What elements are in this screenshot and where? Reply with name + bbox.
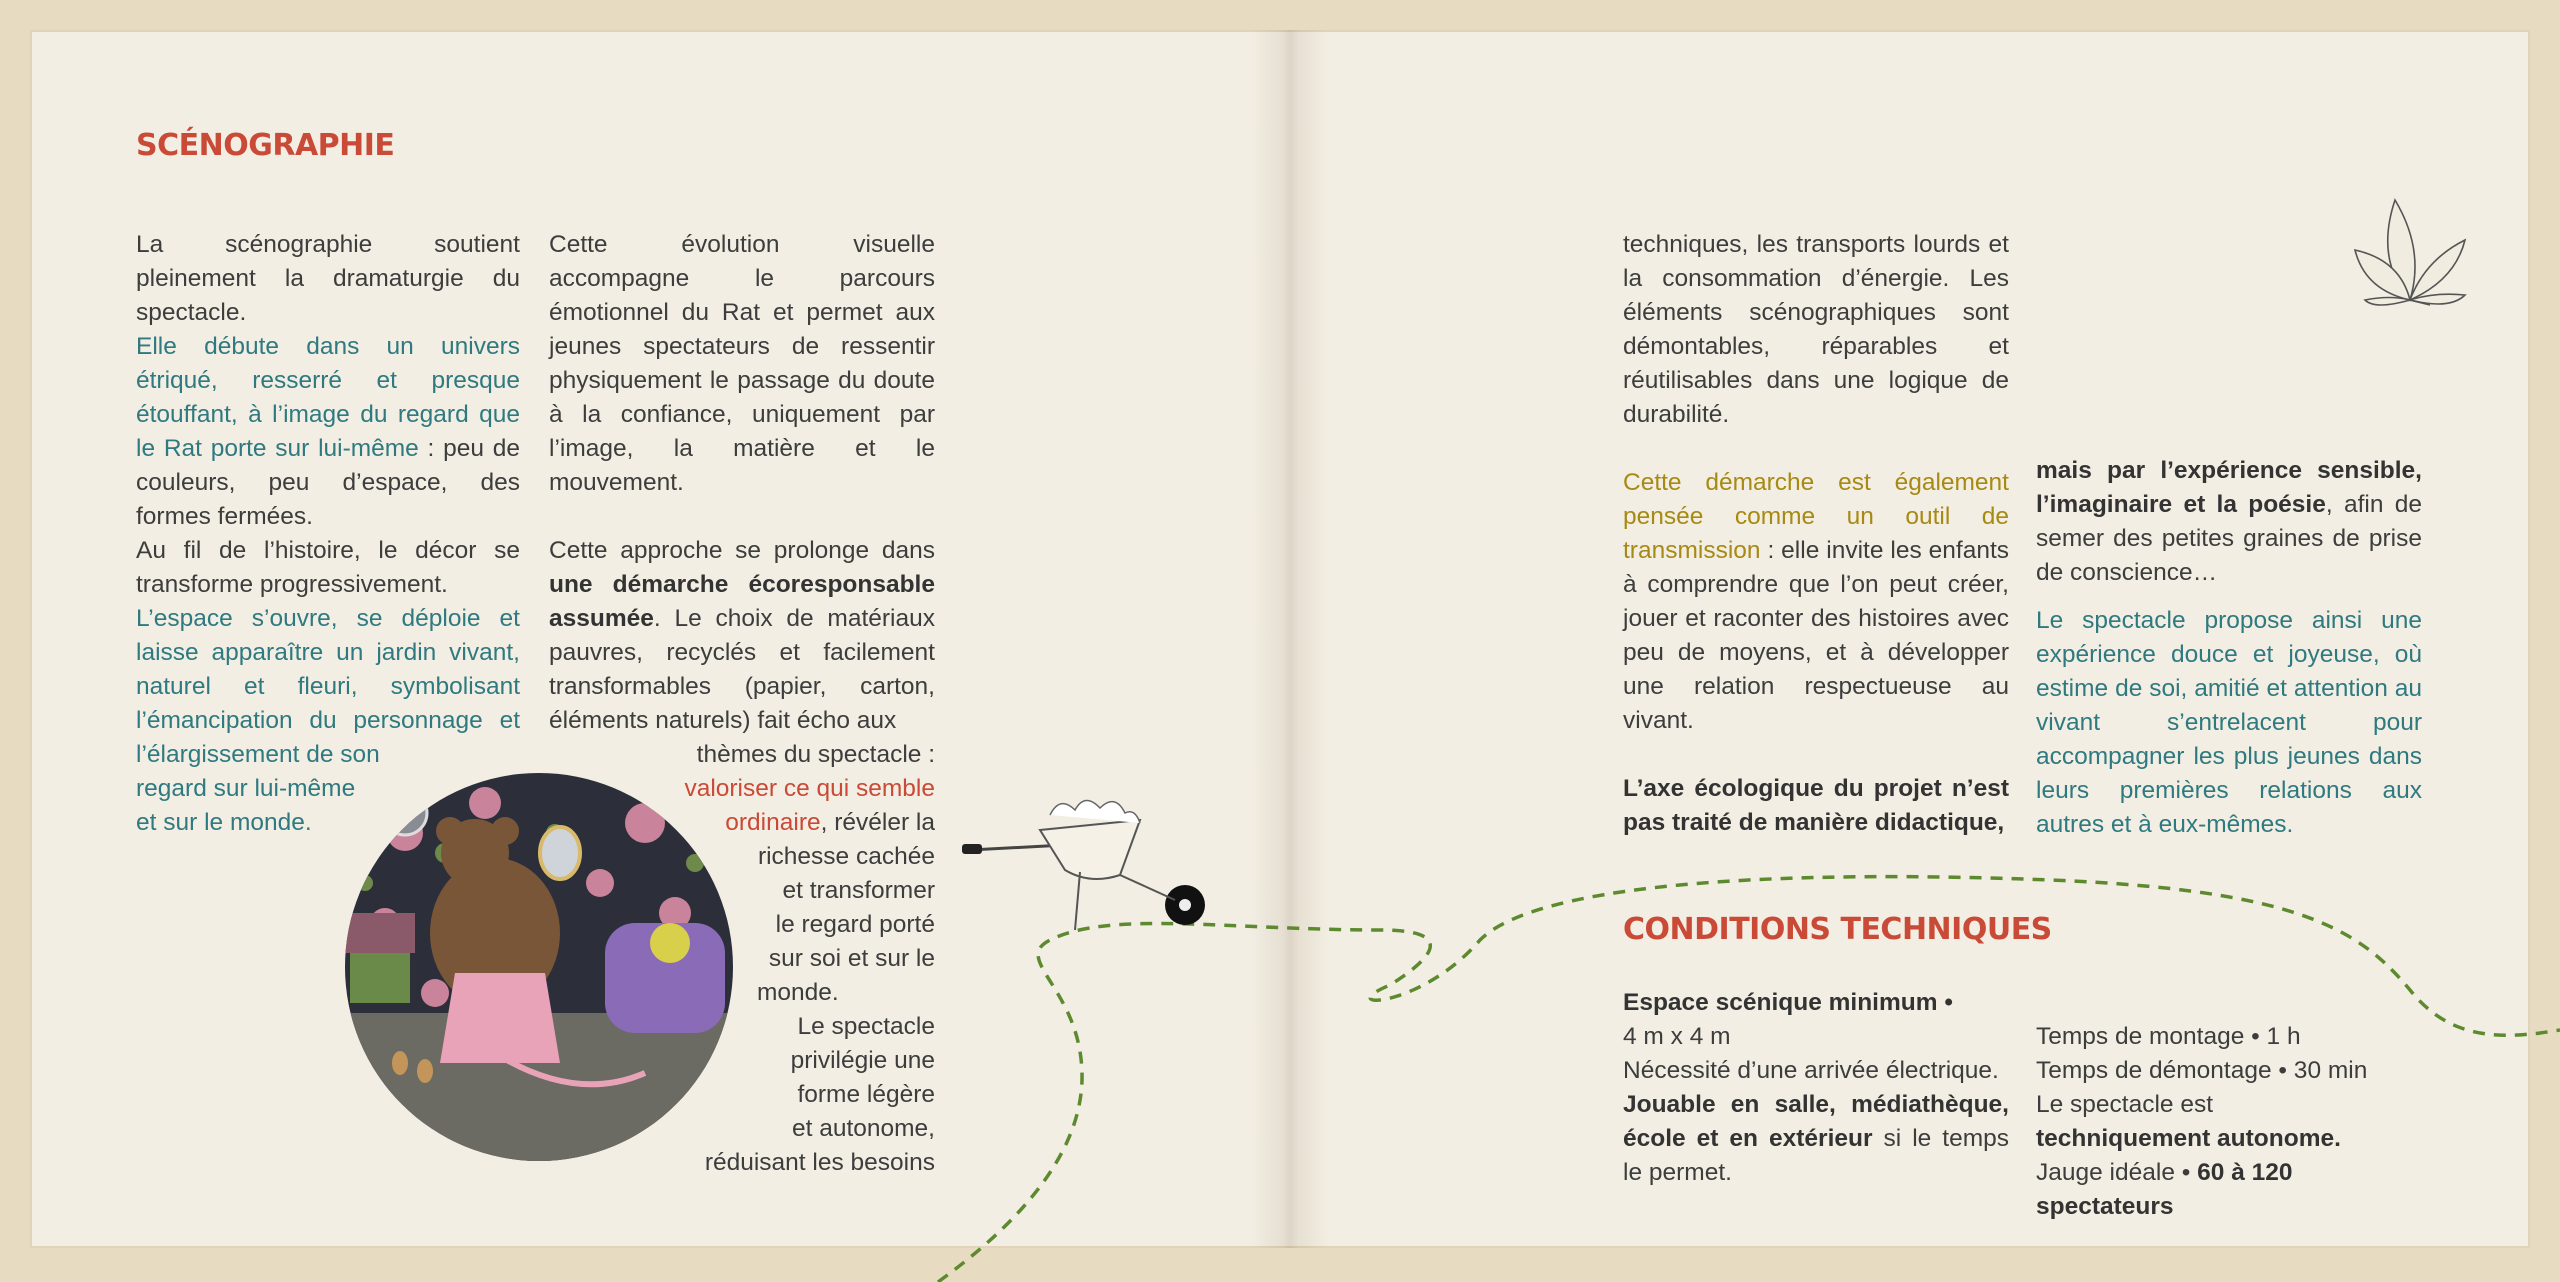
page-gutter <box>1250 30 1330 1248</box>
condition-line: Le spectacle est <box>2036 1091 2214 1118</box>
paragraph: Au fil de l’histoire, le décor se transforme progressivement. <box>136 537 520 598</box>
paragraph: Cette approche se prolonge dans une démarche écoresponsable assumée. Le choix de matériaux pauvres, recyclés et facilement transformables (papier, carton, éléments naturels) fait écho aux <box>549 537 935 734</box>
paragraph-line: et sur le monde. <box>136 809 312 836</box>
paragraph-line: valoriser ce qui semble <box>684 775 935 802</box>
paragraph-line: le regard porté <box>775 911 935 938</box>
paragraph-line: et autonome, <box>791 1115 935 1142</box>
paragraph: mais par l’expérience sensible, l’imaginaire et la poésie, afin de semer des petites graines de prise de conscience… <box>2036 457 2422 586</box>
paragraph: L’espace s’ouvre, se déploie et laisse apparaître un jardin vivant, naturel et fleuri, symbolisant l’émancipation du personnage et l’élargissement de son <box>136 605 520 768</box>
paragraph-line: Le spectacle <box>797 1013 935 1040</box>
condition-line: Temps de montage • 1 h <box>2036 1023 2301 1050</box>
condition-line: Temps de démontage • 30 min <box>2036 1057 2368 1084</box>
conditions-left <box>1623 986 2009 1190</box>
paragraph: L’axe écologique du projet n’est pas traité de manière didactique, <box>1623 775 2009 836</box>
conditions-right <box>2036 1020 2436 1224</box>
technical-conditions-title: CONDITIONS TECHNIQUES <box>1623 912 2052 947</box>
paragraph-line: sur soi et sur le <box>768 945 935 972</box>
paragraph: Le spectacle propose ainsi une expérience douce et joyeuse, où estime de soi, amitié et attention au vivant s’entrelacent pour accompagner les plus jeunes dans leurs premières relations aux autres et à eux-mêmes. <box>2036 607 2422 838</box>
paragraph: Cette démarche est également pensée comme un outil de transmission : elle invite les enfants à comprendre que l’on peut créer, jouer et raconter des histoires avec peu de moyens, et à développer une relation respectueuse au vivant. <box>1623 469 2009 734</box>
paragraph-line: thèmes du spectacle : <box>696 741 935 768</box>
paragraph-line: privilégie une <box>790 1047 935 1074</box>
condition-line: Jouable en salle, médiathèque, école et en extérieur si le temps le permet. <box>1623 1091 2010 1186</box>
paragraph: La scénographie soutient pleinement la dramaturgie du spectacle. <box>136 231 520 326</box>
right-column-2 <box>2036 454 2422 842</box>
condition-line: 4 m x 4 m <box>1623 1023 1731 1050</box>
paragraph-line: regard sur lui-même <box>136 775 356 802</box>
paragraph-line: forme légère <box>797 1081 935 1108</box>
paragraph-line: monde. <box>757 979 839 1006</box>
scenography-title: SCÉNOGRAPHIE <box>136 128 395 163</box>
left-column-1 <box>136 228 520 840</box>
left-column-2 <box>549 228 935 1180</box>
condition-line: Espace scénique minimum • <box>1623 989 1953 1016</box>
paragraph-line: richesse cachée <box>757 843 935 870</box>
paragraph-line: réduisant les besoins <box>704 1149 935 1176</box>
paragraph: Elle débute dans un univers étriqué, resserré et presque étouffant, à l’image du regard que le Rat porte sur lui-même : peu de couleurs, peu d’espace, des formes fermées. <box>136 333 520 530</box>
condition-line: Nécessité d’une arrivée électrique. <box>1623 1057 1999 1084</box>
paragraph: Cette évolution visuelle accompagne le parcours émotionnel du Rat et permet aux jeunes spectateurs de ressentir physiquement le passage du doute à la confiance, uniquement par l’image, la matière et le mouvement. <box>549 231 935 496</box>
paragraph-line: ordinaire, révéler la <box>725 809 935 836</box>
right-column-1 <box>1623 228 2009 840</box>
paragraph-line: et transformer <box>782 877 935 904</box>
condition-line: techniquement autonome. <box>2036 1125 2341 1152</box>
condition-line: Jauge idéale • 60 à 120 spectateurs <box>2036 1159 2293 1220</box>
paragraph: techniques, les transports lourds et la consommation d’énergie. Les éléments scénographiques sont démontables, réparables et réutilisables dans une logique de durabilité. <box>1623 231 2009 428</box>
